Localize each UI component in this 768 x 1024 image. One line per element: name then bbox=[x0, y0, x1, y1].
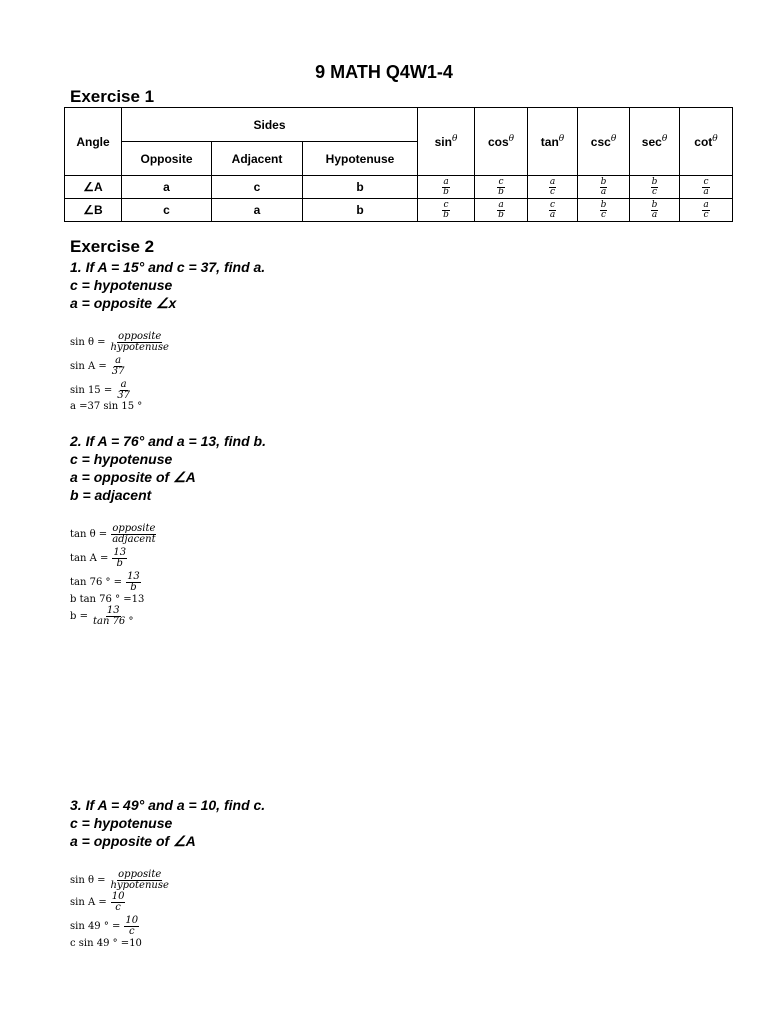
header-sec: $\sec^\theta$ bbox=[630, 108, 680, 176]
equation: sin θ = $\frac{\text{opposite}}{\text{hypotenuse}}$ bbox=[70, 331, 169, 353]
equation: b = $\frac{13}{\tan 76 ^\circ}$ bbox=[70, 605, 134, 627]
problem-2-statement bbox=[70, 432, 266, 504]
row-opposite: c bbox=[122, 199, 212, 222]
ratio-cell: $\frac{c}{a}$ bbox=[528, 199, 578, 222]
problem-1-statement bbox=[70, 258, 265, 312]
ratio-cell: $\frac{a}{b}$ bbox=[475, 199, 528, 222]
ratio-cell: $\frac{b}{c}$ bbox=[630, 176, 680, 199]
ratio-cell: $\frac{b}{a}$ bbox=[578, 176, 630, 199]
exercise-1-table bbox=[64, 107, 733, 222]
equation: sin 49 ° = $\frac{10}{c}$ bbox=[70, 915, 139, 937]
exercise-2-heading: Exercise 2 bbox=[70, 237, 155, 256]
row-hypotenuse: b bbox=[303, 176, 418, 199]
problem-line: c = hypotenuse bbox=[70, 451, 173, 467]
equation: tan θ = $\frac{\text{opposite}}{\text{adjacent}}$ bbox=[70, 523, 156, 545]
problem-line: 1. If A = 15° and c = 37, find a. bbox=[70, 259, 266, 275]
header-opposite: Opposite bbox=[122, 142, 212, 176]
problem-line: 3. If A = 49° and a = 10, find c. bbox=[70, 797, 266, 813]
ratio-cell: $\frac{b}{c}$ bbox=[578, 199, 630, 222]
row-angle: ∠A bbox=[65, 176, 122, 199]
header-csc: $\csc^\theta$ bbox=[578, 108, 630, 176]
problem-line: a = opposite of ∠A bbox=[70, 469, 196, 485]
row-adjacent: a bbox=[212, 199, 303, 222]
problem-line: a = opposite of ∠A bbox=[70, 833, 196, 849]
ratio-cell: $\frac{c}{b}$ bbox=[475, 176, 528, 199]
header-adjacent: Adjacent bbox=[212, 142, 303, 176]
equation: c sin 49 ° =10 bbox=[70, 938, 142, 949]
header-sin: $\sin^\theta$ bbox=[418, 108, 475, 176]
equation: tan 76 ° = $\frac{13}{b}$ bbox=[70, 571, 140, 593]
table-row bbox=[65, 199, 733, 222]
ratio-cell: $\frac{b}{a}$ bbox=[630, 199, 680, 222]
table-row bbox=[65, 176, 733, 199]
problem-line: b = adjacent bbox=[70, 487, 152, 503]
equation: sin 15 = $\frac{a}{37}$ bbox=[70, 379, 130, 401]
problem-line: c = hypotenuse bbox=[70, 815, 173, 831]
header-angle: Angle bbox=[65, 108, 122, 176]
problem-line: a = opposite ∠x bbox=[70, 295, 177, 311]
ratio-cell: $\frac{c}{b}$ bbox=[418, 199, 475, 222]
header-cot: $\cot^\theta$ bbox=[680, 108, 733, 176]
page-title: 9 MATH Q4W1-4 bbox=[315, 62, 453, 82]
header-cos: $\cos^\theta$ bbox=[475, 108, 528, 176]
problem-line: c = hypotenuse bbox=[70, 277, 173, 293]
problem-line: 2. If A = 76° and a = 13, find b. bbox=[70, 433, 266, 449]
equation: a =37 sin 15 ° bbox=[70, 401, 143, 412]
equation: tan A = $\frac{13}{b}$ bbox=[70, 547, 127, 569]
ratio-cell: $\frac{a}{c}$ bbox=[680, 199, 733, 222]
header-hypotenuse: Hypotenuse bbox=[303, 142, 418, 176]
equation: b tan 76 ° =13 bbox=[70, 594, 145, 605]
row-hypotenuse: b bbox=[303, 199, 418, 222]
problem-3-statement bbox=[70, 796, 265, 850]
ratio-cell: $\frac{c}{a}$ bbox=[680, 176, 733, 199]
row-adjacent: c bbox=[212, 176, 303, 199]
row-angle: ∠B bbox=[65, 199, 122, 222]
header-tan: $\tan^\theta$ bbox=[528, 108, 578, 176]
ratio-cell: $\frac{a}{c}$ bbox=[528, 176, 578, 199]
equation: sin A = $\frac{10}{c}$ bbox=[70, 891, 125, 913]
row-opposite: a bbox=[122, 176, 212, 199]
equation: sin A = $\frac{a}{37}$ bbox=[70, 355, 125, 377]
exercise-1-heading: Exercise 1 bbox=[70, 87, 155, 106]
ratio-cell: $\frac{a}{b}$ bbox=[418, 176, 475, 199]
header-sides: Sides bbox=[122, 108, 418, 142]
equation: sin θ = $\frac{\text{opposite}}{\text{hypotenuse}}$ bbox=[70, 869, 169, 891]
